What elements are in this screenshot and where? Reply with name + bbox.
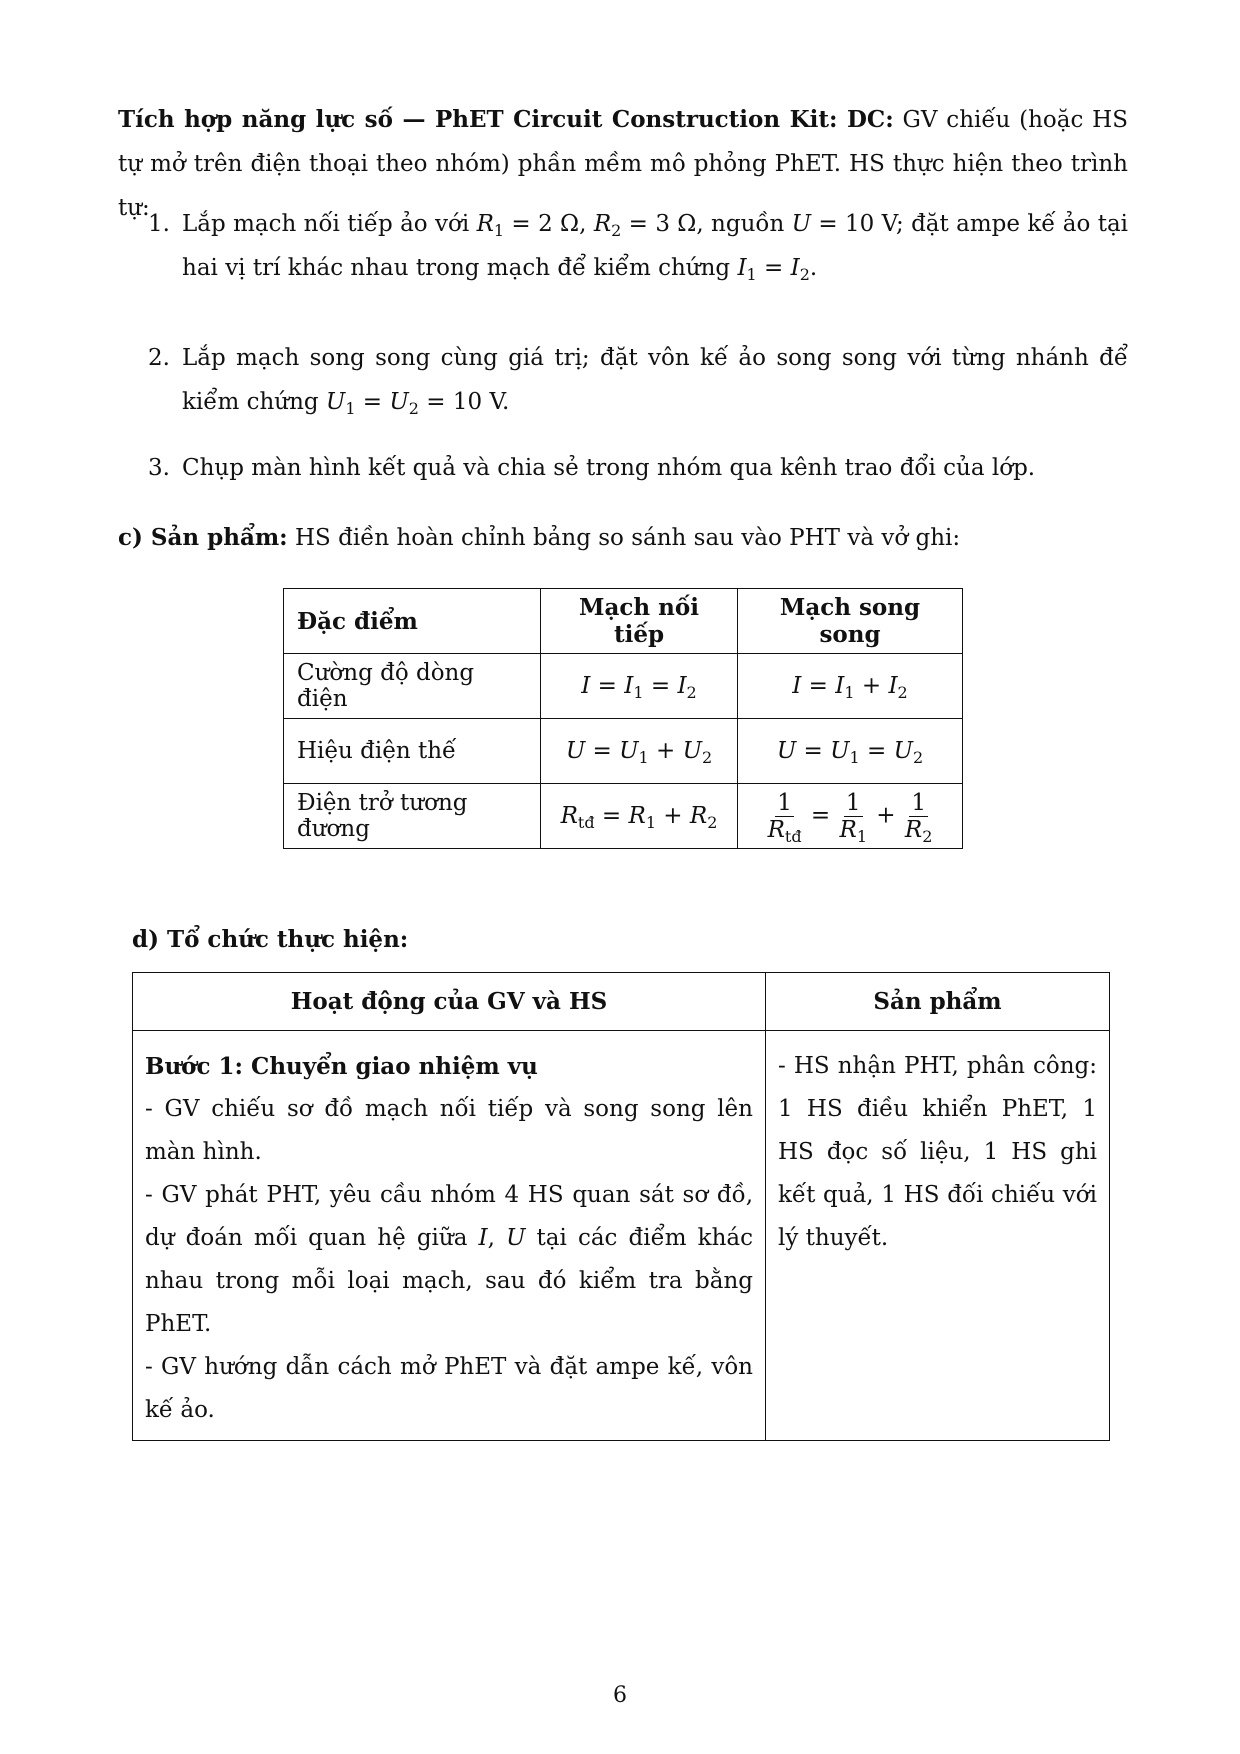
math-sub: 2 (922, 826, 933, 846)
math: = (590, 673, 625, 699)
math: U (506, 1225, 526, 1251)
table-cell (738, 719, 963, 784)
product-paragraph (118, 516, 1128, 560)
math: U (325, 389, 346, 415)
math: = 2 Ω, (504, 211, 594, 237)
product-cell: - HS nhận PHT, phân công: 1 HS điều khiển PhET, 1 HS đọc số liệu, 1 HS ghi kết quả, 1 HS đối chiếu với lý thuyết. (766, 1031, 1110, 1441)
text: = 10 V. (418, 389, 510, 415)
table-header: Mạch nối tiếp (541, 589, 738, 654)
math-sub: 2 (707, 813, 718, 832)
math: I (677, 673, 687, 699)
math: I (790, 255, 800, 281)
table-header: Sản phẩm (766, 973, 1110, 1031)
math: 1 (911, 789, 926, 816)
math: = (643, 673, 678, 699)
table-cell (738, 654, 963, 719)
table-header-row (133, 973, 1110, 1031)
math-sub: tđ (577, 813, 595, 832)
activity-line: - GV chiếu sơ đồ mạch nối tiếp và song song lên màn hình. (145, 1096, 753, 1165)
activity-line: - GV hướng dẫn cách mở PhET và đặt ampe kế, vôn kế ảo. (145, 1354, 753, 1423)
math: 1 (845, 789, 861, 816)
math: I (737, 255, 747, 281)
math: = (796, 738, 831, 764)
table-cell (541, 784, 738, 849)
list-text: Chụp màn hình kết quả và chia sẻ trong nhóm qua kênh trao đổi của lớp. (182, 455, 1036, 481)
math: R (904, 816, 923, 843)
text: ; đặt ampe kế ảo tại hai vị trí khác nhau trong mạch để kiểm chứng (182, 211, 1129, 281)
fraction (766, 789, 804, 846)
math: + (648, 738, 683, 764)
table-cell (541, 719, 738, 784)
text: Lắp mạch song song cùng giá trị; đặt vôn kế ảo song song với từng nhánh để kiểm chứng (182, 345, 1128, 415)
text: Lắp mạch nối tiếp ảo với (182, 211, 477, 237)
math: U (682, 738, 702, 764)
math-sub: 1 (645, 813, 656, 832)
math-sub: 1 (638, 748, 649, 767)
math: R (839, 816, 857, 843)
math: 1 (777, 789, 792, 816)
fraction (837, 789, 869, 846)
math (766, 816, 804, 846)
math: = (355, 389, 390, 415)
step-title: Bước 1: Chuyển giao nhiệm vụ (145, 1053, 538, 1080)
math: I (581, 673, 591, 699)
table-header-row (284, 589, 963, 654)
table-cell: Điện trở tương đương (284, 784, 541, 849)
math-sub: 1 (345, 399, 356, 418)
list-number: 1. (148, 211, 170, 237)
table-row (133, 1031, 1110, 1441)
math: = (756, 255, 791, 281)
math: R (593, 211, 612, 237)
math: U (565, 738, 586, 764)
organization-table (132, 972, 1110, 1441)
activity-line (145, 1174, 753, 1346)
product-text: HS điền hoàn chỉnh bảng so sánh sau vào PHT và vở ghi: (294, 525, 961, 551)
math-sub: 2 (897, 683, 908, 702)
math-sub: 1 (856, 826, 867, 846)
math: I (792, 673, 802, 699)
comparison-table (283, 588, 963, 849)
math: U (389, 389, 409, 415)
list-text (182, 336, 1128, 424)
intro-bold: Tích hợp năng lực số — PhET Circuit Construction Kit: DC: (118, 106, 894, 133)
table-header: Đặc điểm (284, 589, 541, 654)
list-text (182, 202, 1128, 290)
math: R (689, 803, 708, 829)
text: tại các điểm khác nhau trong mỗi loại mạch, sau đó kiểm tra bằng PhET. (145, 1225, 754, 1337)
list-number: 3. (148, 455, 170, 481)
text: , nguồn (696, 211, 792, 237)
math-sub: 1 (633, 683, 644, 702)
math: R (560, 803, 578, 829)
page-number: 6 (613, 1683, 627, 1708)
math: U (830, 738, 850, 764)
math-sub: 1 (844, 683, 855, 702)
math: U (619, 738, 639, 764)
text: - GV phát PHT, yêu cầu nhóm 4 HS quan sát sơ đồ, dự đoán mối quan hệ giữa (145, 1182, 753, 1251)
activity-cell (133, 1031, 766, 1441)
table-cell (738, 784, 963, 849)
math (837, 816, 869, 846)
math: I (835, 673, 845, 699)
math: + (656, 803, 690, 829)
text: . (809, 255, 818, 281)
math-sub: 2 (686, 683, 697, 702)
math: I (478, 1225, 488, 1251)
math-sub: tđ (784, 826, 802, 846)
math: = (803, 802, 838, 828)
text: , (487, 1225, 507, 1251)
table-row (284, 654, 963, 719)
math: U (791, 211, 812, 237)
math: I (624, 673, 634, 699)
math: = (585, 738, 620, 764)
math: R (767, 816, 785, 843)
table-header: Mạch song song (738, 589, 963, 654)
table-header: Hoạt động của GV và HS (133, 973, 766, 1031)
table-cell: Hiệu điện thế (284, 719, 541, 784)
math-sub: 2 (701, 748, 713, 767)
math-sub: 2 (799, 265, 810, 284)
math-sub: 1 (849, 748, 860, 767)
math: + (869, 802, 903, 828)
table-cell: Cường độ dòng điện (284, 654, 541, 719)
math-sub: 2 (408, 399, 419, 418)
math: R (476, 211, 494, 237)
table-row (284, 784, 963, 849)
table-cell (541, 654, 738, 719)
math-sub: 2 (611, 221, 622, 240)
math: R (628, 803, 646, 829)
math: = (594, 803, 629, 829)
intro-text: GV chiếu (hoặc HS tự mở trên điện thoại theo nhóm) phần mềm mô phỏng PhET. HS thực hiện theo trình tự: (118, 107, 1128, 221)
math: I (888, 673, 898, 699)
section-heading: d) Tổ chức thực hiện: (132, 926, 409, 953)
math: = (859, 738, 894, 764)
product-label: c) Sản phẩm: (118, 524, 288, 551)
math: = 10 V (811, 211, 896, 237)
list-number: 2. (148, 345, 170, 371)
math-sub: 1 (746, 265, 757, 284)
math (903, 816, 935, 846)
table-row (284, 719, 963, 784)
math: = (801, 673, 836, 699)
math: = 3 Ω (621, 211, 697, 237)
math-sub: 1 (493, 221, 505, 240)
math: U (893, 738, 913, 764)
math-sub: 2 (912, 748, 924, 767)
fraction (903, 789, 935, 846)
math: + (854, 673, 889, 699)
math: U (776, 738, 797, 764)
